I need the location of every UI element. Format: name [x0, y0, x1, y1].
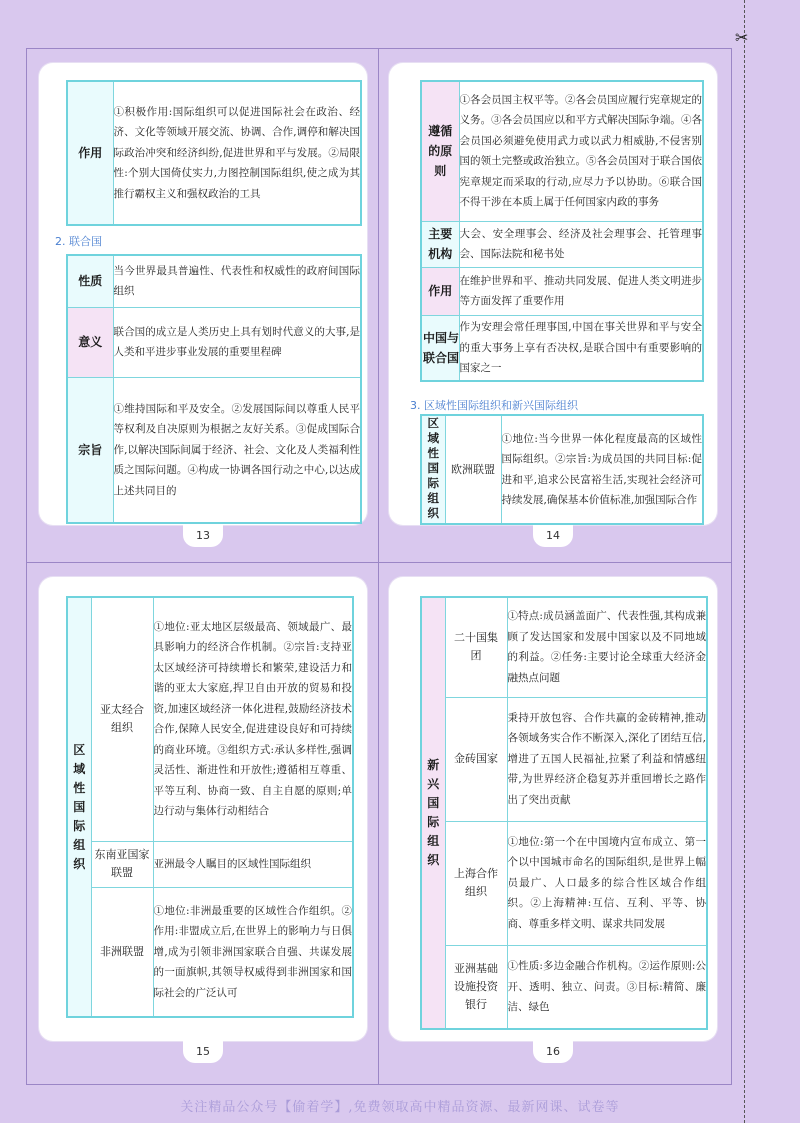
brics-text: 秉持开放包容、合作共赢的金砖精神,推动各领域务实合作不断深入,深化了团结互信,增进了五国人民福祉,拉紧了利益和情感纽带,为世界经济企稳复苏并重回增长之路作出了突出贡献	[507, 697, 707, 821]
brics-label: 金砖国家	[445, 697, 507, 821]
sco-text: ①地位:第一个在中国境内宣布成立、第一个以中国城市命名的国际组织,是世界上幅员最广、人口最多的综合性区域合作组织。②上海精神:互信、互利、平等、协商、尊重多样文明、谋求共同发展	[507, 821, 707, 945]
section-heading-regional: 3. 区域性国际组织和新兴国际组织	[410, 399, 578, 412]
cut-line	[744, 0, 745, 1123]
page-number-16: 16	[533, 1041, 573, 1063]
nature-text: 当今世界最具普遍性、代表性和权威性的政府间国际组织	[113, 255, 361, 307]
role-table	[66, 80, 362, 226]
un-table	[66, 254, 362, 524]
au-text: ①地位:非洲最重要的区域性合作组织。②作用:非盟成立后,在世界上的影响力与日俱增,成为引领非洲国家联合自强、共谋发展的一面旗帜,其领导权威得到非洲国家和国际社会的广泛认可	[153, 887, 353, 1017]
principles-text: ①各会员国主权平等。②各会员国应履行宪章规定的义务。③各会员国应以和平方式解决国际争端。④各会员国必须避免使用武力或以武力相威胁,不侵害别国的领土完整或政治独立。⑤各会员国对于联合国依宪章规定而采取的行动,应尽力予以协助。⑥联合国不得干涉在本质上属于任何国家内政的事务	[459, 81, 703, 221]
footer-watermark: 关注精品公众号【偷着学】,免费领取高中精品资源、最新网课、试卷等	[180, 1100, 620, 1115]
table-row	[421, 821, 707, 945]
aiib-label: 亚洲基础设施投资银行	[445, 945, 507, 1029]
sco-label: 上海合作组织	[445, 821, 507, 945]
un-table-continued	[420, 80, 704, 382]
table-row	[421, 315, 703, 381]
page-number-15: 15	[183, 1041, 223, 1063]
apec-label: 亚太经合组织	[91, 597, 153, 841]
table-row	[67, 81, 361, 225]
eu-table	[420, 414, 704, 525]
table-row	[67, 887, 353, 1017]
vertical-divider	[378, 48, 379, 1085]
organs-label: 主要机构	[421, 221, 459, 267]
g20-label: 二十国集团	[445, 597, 507, 697]
table-row	[67, 597, 353, 841]
china-un-label: 中国与联合国	[421, 315, 459, 381]
un-role-text: 在维护世界和平、推动共同发展、促进人类文明进步等方面发挥了重要作用	[459, 267, 703, 315]
table-row	[421, 945, 707, 1029]
page-number-14: 14	[533, 525, 573, 547]
g20-text: ①特点:成员涵盖面广、代表性强,其构成兼顾了发达国家和发展中国家以及不同地域的利益。②任务:主要讨论全球重大经济金融热点问题	[507, 597, 707, 697]
au-label: 非洲联盟	[91, 887, 153, 1017]
emerging-org-label: 新兴国际组织	[421, 597, 445, 1029]
regional-orgs-table	[66, 596, 354, 1018]
table-row	[67, 377, 361, 523]
table-row	[421, 221, 703, 267]
aiib-text: ①性质:多边金融合作机构。②运作原则:公开、透明、独立、问责。③目标:精简、廉洁、绿色	[507, 945, 707, 1029]
table-row	[67, 255, 361, 307]
principles-label: 遵循的原则	[421, 81, 459, 221]
role-label: 作用	[67, 81, 113, 225]
asean-label: 东南亚国家联盟	[91, 841, 153, 887]
regional-org-label: 区域性国际组织	[421, 415, 445, 524]
china-un-text: 作为安理会常任理事国,中国在事关世界和平与安全的重大事务上享有否决权,是联合国中有重要影响的国家之一	[459, 315, 703, 381]
asean-text: 亚洲最令人瞩目的区域性国际组织	[153, 841, 353, 887]
page-number-13: 13	[183, 525, 223, 547]
table-row	[67, 841, 353, 887]
apec-text: ①地位:亚太地区层级最高、领域最广、最具影响力的经济合作机制。②宗旨:支持亚太区域经济可持续增长和繁荣,建设活力和谐的亚太大家庭,捍卫自由开放的贸易和投资,加速区域经济一体化进程,鼓励经济技术合作,保障人民安全,促进建设良好和可持续的商业环境。③组织方式:承认多样性,强调灵活性、渐进性和开放性;遵循相互尊重、平等互利、协商一致、自主自愿的原则;单边行动与集体行动相结合	[153, 597, 353, 841]
eu-text: ①地位:当今世界一体化程度最高的区域性国际组织。②宗旨:为成员国的共同目标:促进和平,追求公民富裕生活,实现社会经济可持续发展,确保基本价值标准,加强国际合作	[501, 415, 703, 524]
significance-text: 联合国的成立是人类历史上具有划时代意义的大事,是人类和平进步事业发展的重要里程碑	[113, 307, 361, 377]
un-role-label: 作用	[421, 267, 459, 315]
purpose-label: 宗旨	[67, 377, 113, 523]
section-heading-un: 2. 联合国	[55, 235, 102, 248]
table-row	[67, 307, 361, 377]
purpose-text: ①维持国际和平及安全。②发展国际间以尊重人民平等权利及自决原则为根据之友好关系。③促成国际合作,以解决国际间属于经济、社会、文化及人类福利性质之国际问题。④构成一协调各国行动之中心,以达成上述共同目的	[113, 377, 361, 523]
table-row	[421, 415, 703, 524]
significance-label: 意义	[67, 307, 113, 377]
horizontal-divider	[26, 562, 732, 563]
table-row	[421, 697, 707, 821]
nature-label: 性质	[67, 255, 113, 307]
role-text: ①积极作用:国际组织可以促进国际社会在政治、经济、文化等领域开展交流、协调、合作,调停和解决国际政治冲突和经济纠纷,促进世界和平与发展。②局限性:个别大国倚仗实力,力图控制国际组织,使之成为其推行霸权主义和强权政治的工具	[113, 81, 361, 225]
scissors-icon: ✂	[735, 28, 749, 47]
table-row	[421, 597, 707, 697]
table-row	[421, 267, 703, 315]
emerging-orgs-table	[420, 596, 708, 1030]
organs-text: 大会、安全理事会、经济及社会理事会、托管理事会、国际法院和秘书处	[459, 221, 703, 267]
eu-label: 欧洲联盟	[445, 415, 501, 524]
table-row	[421, 81, 703, 221]
regional-org-label: 区域性国际组织	[67, 597, 91, 1017]
